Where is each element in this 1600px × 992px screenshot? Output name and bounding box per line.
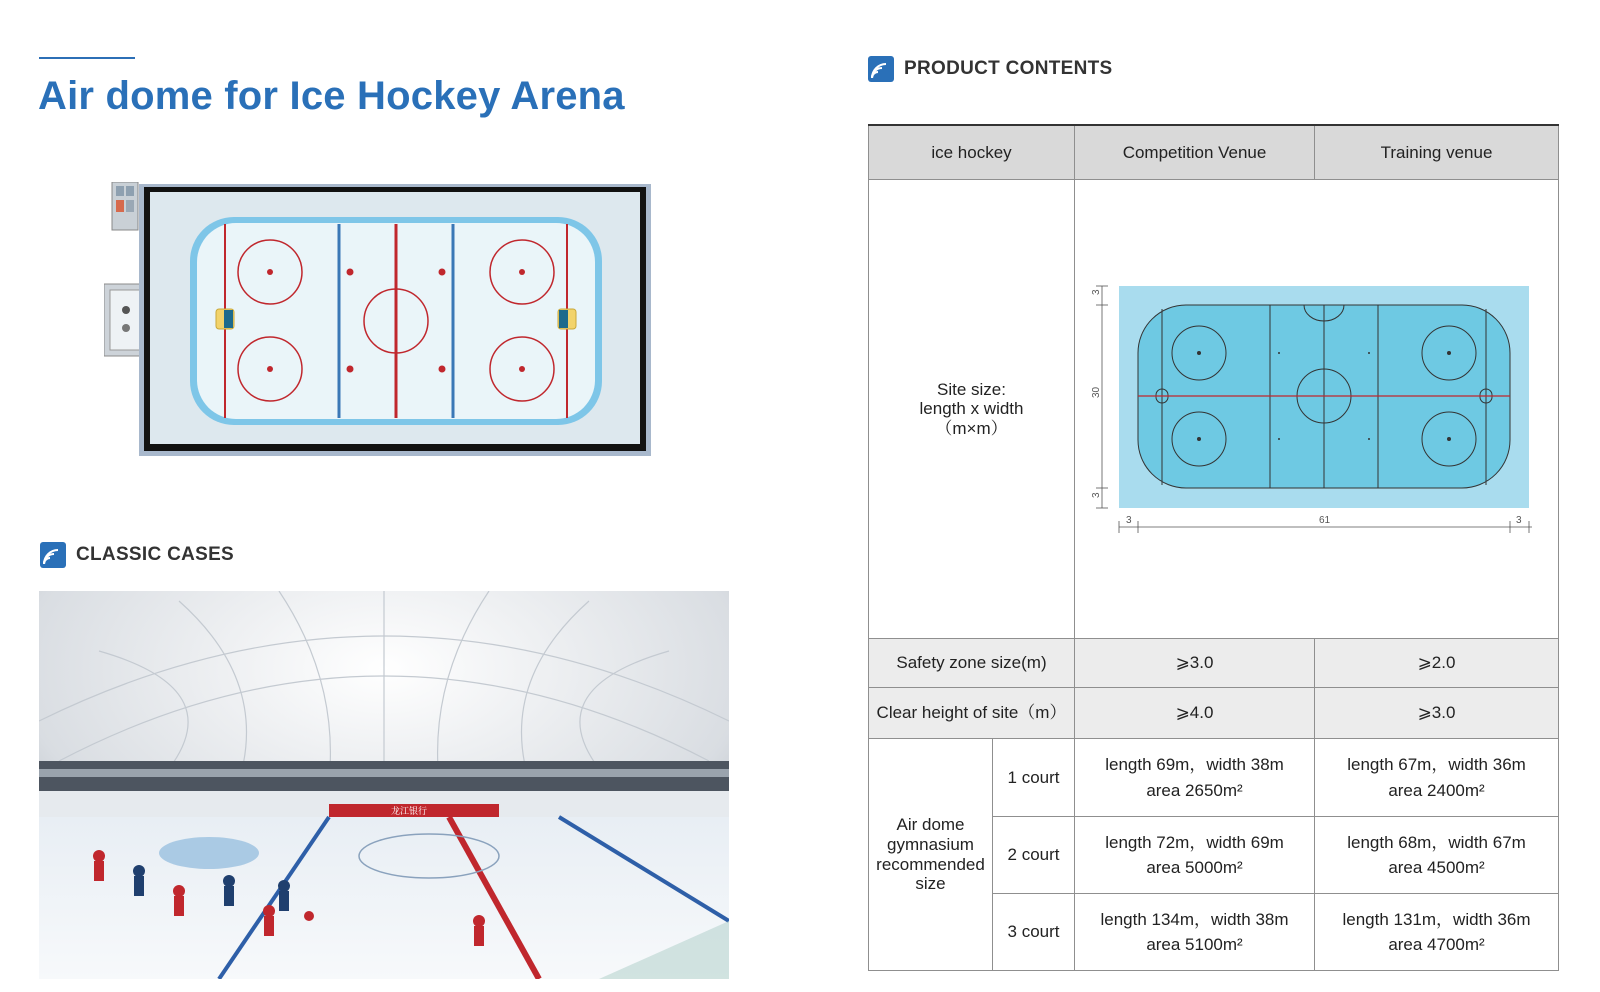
court-competition-size [1075, 894, 1315, 971]
page-title: Air dome for Ice Hockey Arena [38, 74, 625, 118]
court-area: area 4700m² [1388, 935, 1485, 954]
product-contents-heading [868, 56, 1113, 82]
clear-height-label: Clear height of site（m） [869, 688, 1075, 739]
court-competition-size [1075, 739, 1315, 817]
rink-illustration [104, 182, 654, 467]
safety-zone-label: Safety zone size(m) [869, 639, 1075, 688]
court-label: 1 court [993, 739, 1075, 817]
spec-table [868, 124, 1559, 971]
court-area: area 2400m² [1388, 780, 1485, 800]
court-dimension: length 68m，width 67m [1347, 832, 1526, 852]
court-dimension: length 67m，width 36m [1347, 755, 1526, 774]
court-area: area 5000m² [1146, 858, 1243, 877]
court-training-size [1315, 817, 1559, 894]
dim-left-mid: 30 [1090, 386, 1102, 398]
site-size-label [869, 180, 1075, 639]
court-training-size [1315, 739, 1559, 817]
court-label: 2 court [993, 817, 1075, 894]
gym-size-label-line: Air dome [896, 815, 965, 835]
court-dimension: length 134m，width 38m [1100, 909, 1289, 929]
header-ice-hockey: ice hockey [869, 125, 1075, 180]
court-competition-size [1075, 817, 1315, 894]
title-rule [39, 57, 135, 59]
gym-size-label [869, 739, 993, 971]
product-contents-label: PRODUCT CONTENTS [904, 58, 1113, 79]
court-row [869, 739, 1559, 817]
court-area: area 4500m² [1388, 858, 1485, 877]
gym-size-label-line: size [915, 874, 946, 894]
arena-photo [39, 591, 729, 979]
table-header-row [869, 125, 1559, 180]
rink-dimension-diagram-cell [1075, 180, 1559, 639]
clear-height-competition: ⩾4.0 [1075, 688, 1315, 739]
dim-left-top: 3 [1090, 289, 1102, 295]
header-training: Training venue [1315, 125, 1559, 180]
safety-zone-competition: ⩾3.0 [1075, 639, 1315, 688]
clear-height-row [869, 688, 1559, 739]
rink-banner: 龙江银行 [390, 806, 428, 816]
site-size-label-line: length x width [919, 399, 1024, 419]
dim-bottom-left: 3 [1125, 515, 1132, 526]
classic-cases-heading [40, 542, 234, 568]
locker-booth-icon [112, 182, 138, 230]
court-area: area 5100m² [1146, 935, 1243, 954]
court-dimension: length 69m，width 38m [1105, 755, 1284, 774]
site-size-label-line: （m×m） [935, 418, 1008, 438]
site-size-label-line: Site size: [937, 379, 1006, 399]
clear-height-training: ⩾3.0 [1315, 688, 1559, 739]
court-dimension: length 72m，width 69m [1105, 832, 1284, 852]
dim-bottom-right: 3 [1515, 515, 1522, 526]
court-area: area 2650m² [1146, 780, 1243, 800]
safety-zone-row [869, 639, 1559, 688]
safety-zone-training: ⩾2.0 [1315, 639, 1559, 688]
dim-left-bottom: 3 [1090, 492, 1102, 498]
site-size-row [869, 180, 1559, 639]
gym-size-label-line: recommended [876, 854, 985, 874]
court-label: 3 court [993, 894, 1075, 971]
header-competition: Competition Venue [1075, 125, 1315, 180]
classic-cases-label: CLASSIC CASES [76, 544, 235, 565]
gym-size-label-line: gymnasium [887, 834, 974, 854]
rink-dimension-diagram [1082, 279, 1552, 539]
court-training-size [1315, 894, 1559, 971]
court-dimension: length 131m，width 36m [1342, 909, 1531, 929]
wifi-logo-icon [868, 56, 894, 82]
dim-bottom-mid: 61 [1318, 515, 1330, 526]
wifi-logo-icon [40, 542, 66, 568]
